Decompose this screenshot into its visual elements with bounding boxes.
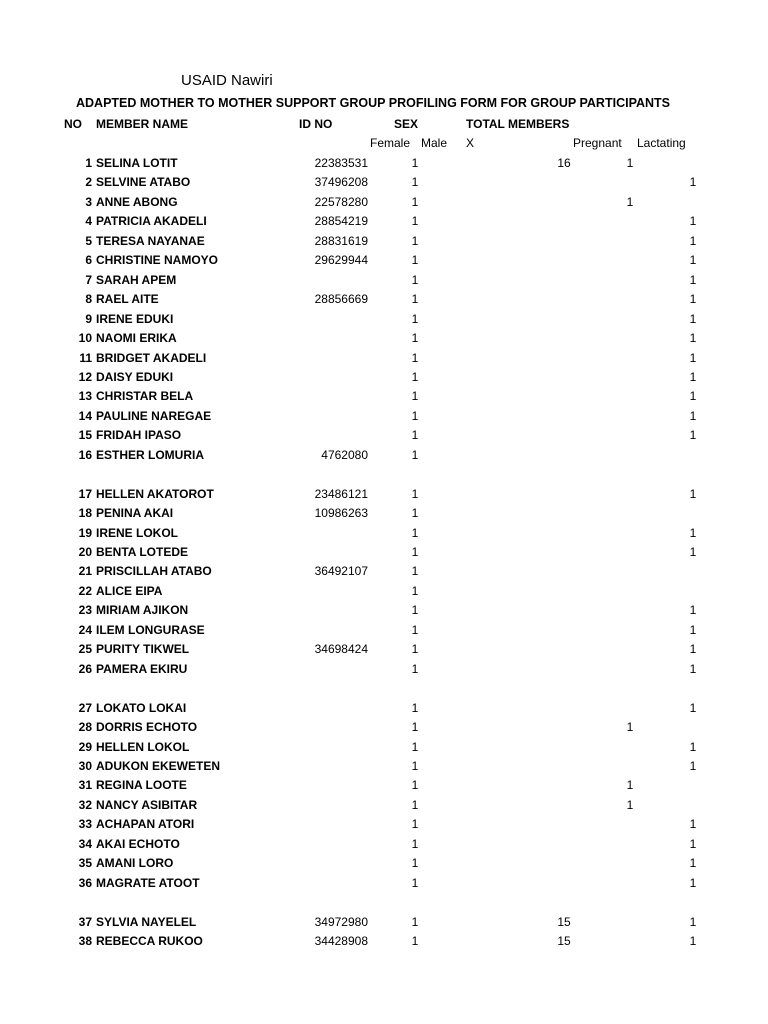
member-name: ANNE ABONG — [96, 194, 178, 209]
col-header-pregnant: Pregnant — [573, 136, 622, 150]
member-number: 7 — [85, 272, 92, 287]
lactating-count: 1 — [689, 700, 697, 715]
lactating-count: 1 — [689, 272, 697, 287]
col-header-no: NO — [64, 117, 82, 131]
member-number: 18 — [78, 506, 92, 521]
member-name: PATRICIA AKADELI — [96, 214, 207, 229]
member-name: PAULINE NAREGAE — [96, 408, 212, 423]
member-name: SYLVIA NAYELEL — [96, 914, 197, 929]
female-count: 1 — [411, 720, 419, 735]
female-count: 1 — [411, 214, 419, 229]
lactating-count: 1 — [689, 856, 697, 871]
total-members: 15 — [557, 914, 571, 929]
total-members: 15 — [557, 934, 571, 948]
female-count: 1 — [411, 369, 419, 384]
lactating-count: 1 — [689, 622, 697, 637]
member-number: 6 — [85, 253, 92, 268]
member-name: CHRISTAR BELA — [96, 389, 194, 404]
member-name: HELLEN AKATOROT — [96, 486, 214, 501]
member-number: 37 — [78, 914, 92, 929]
female-count: 1 — [411, 875, 419, 890]
member-name: PURITY TIKWEL — [96, 642, 190, 657]
female-count: 1 — [411, 564, 419, 579]
member-id: 4762080 — [321, 447, 368, 462]
female-count: 1 — [411, 253, 419, 268]
member-id: 34428908 — [314, 934, 368, 948]
col-header-id: ID NO — [299, 117, 333, 131]
female-count: 1 — [411, 622, 419, 637]
female-count: 1 — [411, 156, 419, 170]
pregnant-count: 1 — [626, 720, 634, 735]
member-number: 16 — [78, 447, 92, 462]
col-header-female: Female — [370, 136, 411, 150]
pregnant-count: 1 — [626, 797, 634, 812]
lactating-count: 1 — [689, 934, 697, 948]
member-number: 21 — [78, 564, 92, 579]
member-number: 10 — [78, 331, 92, 346]
member-number: 31 — [78, 778, 92, 793]
member-number: 23 — [78, 603, 92, 618]
female-count: 1 — [411, 486, 419, 501]
lactating-count: 1 — [689, 214, 697, 229]
member-number: 32 — [78, 797, 92, 812]
member-number: 19 — [78, 525, 92, 540]
female-count: 1 — [411, 758, 419, 773]
member-name: MAGRATE ATOOT — [96, 875, 200, 890]
lactating-count: 1 — [689, 408, 697, 423]
female-count: 1 — [411, 194, 419, 209]
female-count: 1 — [411, 175, 419, 190]
member-name: REGINA LOOTE — [96, 778, 187, 793]
female-count: 1 — [411, 408, 419, 423]
member-name: IRENE EDUKI — [96, 311, 174, 326]
member-name: SELVINE ATABO — [96, 175, 191, 190]
member-id: 22383531 — [314, 156, 368, 170]
member-number: 22 — [78, 583, 92, 598]
female-count: 1 — [411, 447, 419, 462]
col-header-x: X — [466, 136, 475, 150]
female-count: 1 — [411, 506, 419, 521]
member-name: LOKATO LOKAI — [96, 700, 187, 715]
lactating-count: 1 — [689, 525, 697, 540]
member-number: 17 — [78, 486, 92, 501]
member-number: 14 — [78, 408, 92, 423]
member-name: SELINA LOTIT — [96, 156, 178, 170]
member-name: HELLEN LOKOL — [96, 739, 190, 754]
member-number: 29 — [78, 739, 92, 754]
member-number: 35 — [78, 856, 92, 871]
col-header-total: TOTAL MEMBERS — [466, 117, 570, 131]
member-number: 24 — [78, 622, 92, 637]
member-name: AKAI ECHOTO — [96, 836, 180, 851]
member-name: AMANI LORO — [96, 856, 174, 871]
col-header-sex: SEX — [394, 117, 419, 131]
member-number: 13 — [78, 389, 92, 404]
female-count: 1 — [411, 836, 419, 851]
member-name: PENINA AKAI — [96, 506, 174, 521]
lactating-count: 1 — [689, 486, 697, 501]
member-name: SARAH APEM — [96, 272, 177, 287]
member-number: 2 — [85, 175, 92, 190]
female-count: 1 — [411, 797, 419, 812]
female-count: 1 — [411, 661, 419, 676]
member-id: 22578280 — [314, 194, 368, 209]
lactating-count: 1 — [689, 817, 697, 832]
lactating-count: 1 — [689, 350, 697, 365]
female-count: 1 — [411, 934, 419, 948]
member-number: 15 — [78, 428, 92, 443]
female-count: 1 — [411, 642, 419, 657]
member-name: PAMERA EKIRU — [96, 661, 188, 676]
lactating-count: 1 — [689, 233, 697, 248]
pregnant-count: 1 — [626, 194, 634, 209]
lactating-count: 1 — [689, 642, 697, 657]
member-number: 30 — [78, 758, 92, 773]
female-count: 1 — [411, 233, 419, 248]
female-count: 1 — [411, 817, 419, 832]
lactating-count: 1 — [689, 836, 697, 851]
lactating-count: 1 — [689, 875, 697, 890]
lactating-count: 1 — [689, 331, 697, 346]
member-number: 38 — [78, 934, 92, 948]
member-id: 34972980 — [314, 914, 368, 929]
member-number: 28 — [78, 720, 92, 735]
member-number: 34 — [78, 836, 92, 851]
member-name: CHRISTINE NAMOYO — [96, 253, 219, 268]
female-count: 1 — [411, 292, 419, 307]
lactating-count: 1 — [689, 428, 697, 443]
member-number: 26 — [78, 661, 92, 676]
lactating-count: 1 — [689, 369, 697, 384]
lactating-count: 1 — [689, 739, 697, 754]
member-id: 10986263 — [314, 506, 368, 521]
lactating-count: 1 — [689, 545, 697, 559]
member-name: NAOMI ERIKA — [96, 331, 177, 346]
lactating-count: 1 — [689, 175, 697, 190]
member-id: 28854219 — [314, 214, 368, 229]
member-name: RAEL AITE — [96, 292, 159, 307]
female-count: 1 — [411, 525, 419, 540]
female-count: 1 — [411, 739, 419, 754]
form-title: ADAPTED MOTHER TO MOTHER SUPPORT GROUP PROFILING FORM FOR GROUP PARTICIPANTS — [76, 96, 671, 110]
member-id: 28831619 — [314, 233, 368, 248]
lactating-count: 1 — [689, 292, 697, 307]
pregnant-count: 1 — [626, 778, 634, 793]
member-name: PRISCILLAH ATABO — [96, 564, 212, 579]
member-number: 11 — [79, 350, 92, 365]
member-id: 29629944 — [314, 253, 368, 268]
lactating-count: 1 — [689, 758, 697, 773]
col-header-male: Male — [421, 136, 448, 150]
member-number: 3 — [85, 194, 92, 209]
member-id: 37496208 — [314, 175, 368, 190]
member-name: BRIDGET AKADELI — [96, 350, 207, 365]
member-number: 5 — [85, 233, 92, 248]
col-header-lactating: Lactating — [637, 136, 686, 150]
female-count: 1 — [411, 583, 419, 598]
member-name: ADUKON EKEWETEN — [96, 758, 221, 773]
female-count: 1 — [411, 428, 419, 443]
member-name: FRIDAH IPASO — [96, 428, 182, 443]
member-number: 25 — [78, 642, 92, 657]
member-id: 23486121 — [314, 486, 368, 501]
member-id: 34698424 — [314, 642, 368, 657]
female-count: 1 — [411, 914, 419, 929]
total-members: 16 — [557, 156, 571, 170]
member-number: 12 — [78, 369, 92, 384]
female-count: 1 — [411, 350, 419, 365]
col-header-name: MEMBER NAME — [96, 117, 188, 131]
female-count: 1 — [411, 545, 419, 559]
member-name: ILEM LONGURASE — [96, 622, 205, 637]
member-name: ACHAPAN ATORI — [96, 817, 195, 832]
lactating-count: 1 — [689, 253, 697, 268]
member-number: 20 — [78, 545, 92, 559]
female-count: 1 — [411, 700, 419, 715]
female-count: 1 — [411, 331, 419, 346]
member-name: DORRIS ECHOTO — [96, 720, 198, 735]
member-name: NANCY ASIBITAR — [96, 797, 198, 812]
member-number: 33 — [78, 817, 92, 832]
member-name: DAISY EDUKI — [96, 369, 174, 384]
member-number: 27 — [78, 700, 92, 715]
member-id: 36492107 — [314, 564, 368, 579]
member-number: 1 — [85, 156, 92, 170]
lactating-count: 1 — [689, 661, 697, 676]
female-count: 1 — [411, 603, 419, 618]
female-count: 1 — [411, 856, 419, 871]
female-count: 1 — [411, 778, 419, 793]
lactating-count: 1 — [689, 603, 697, 618]
member-name: MIRIAM AJIKON — [96, 603, 189, 618]
member-id: 28856669 — [314, 292, 368, 307]
member-number: 8 — [85, 292, 92, 307]
female-count: 1 — [411, 311, 419, 326]
member-name: TERESA NAYANAE — [96, 233, 205, 248]
member-name: BENTA LOTEDE — [96, 545, 188, 559]
lactating-count: 1 — [689, 389, 697, 404]
female-count: 1 — [411, 389, 419, 404]
member-name: IRENE LOKOL — [96, 525, 179, 540]
member-number: 4 — [85, 214, 92, 229]
lactating-count: 1 — [689, 311, 697, 326]
member-name: REBECCA RUKOO — [96, 934, 203, 948]
lactating-count: 1 — [689, 914, 697, 929]
female-count: 1 — [411, 272, 419, 287]
pregnant-count: 1 — [626, 156, 634, 170]
member-name: ESTHER LOMURIA — [96, 447, 204, 462]
member-number: 36 — [78, 875, 92, 890]
organization-name: USAID Nawiri — [181, 72, 273, 89]
member-number: 9 — [85, 311, 92, 326]
member-name: ALICE EIPA — [96, 583, 163, 598]
